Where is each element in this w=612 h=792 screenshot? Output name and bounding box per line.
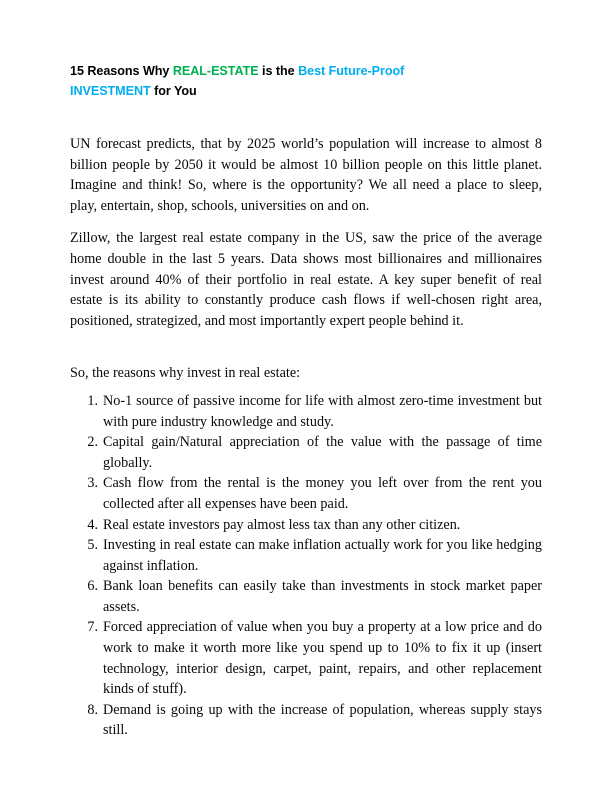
list-item	[103, 535, 542, 576]
title-segment-best-future-proof: Best Future-Proof	[298, 64, 405, 78]
list-item	[103, 576, 542, 617]
list-item	[103, 700, 542, 741]
list-item	[103, 473, 542, 514]
reasons-list	[70, 391, 542, 741]
list-item-text: Capital gain/Natural appreciation of the value with the passage of time globally.	[103, 434, 542, 471]
title-segment-real-estate: REAL-ESTATE	[172, 64, 259, 78]
list-item	[103, 432, 542, 473]
list-item	[103, 515, 542, 536]
title-segment-black-2: is the	[258, 64, 299, 78]
list-item-text: Demand is going up with the increase of population, whereas supply stays still.	[103, 701, 542, 739]
page-title	[70, 62, 460, 101]
paragraph-population-forecast: UN forecast predicts, that by 2025 world’s population will increase to almost 8 billion people by 2050 it would be almost 10 billion people on this little planet. Imagine and think! So, where is the opportunity? We all need a place to sleep, play, entertain, shop, schools, universities on and on.	[70, 136, 542, 214]
list-item-text: Bank loan benefits can easily take than investments in stock market paper assets.	[103, 578, 542, 615]
title-segment-black-3: for You	[150, 83, 197, 98]
list-item	[103, 617, 542, 699]
title-segment-black-1: 15 Reasons Why	[70, 64, 173, 78]
list-item	[103, 391, 542, 432]
list-item-text: Investing in real estate can make inflation actually work for you like hedging against inflation.	[103, 537, 542, 574]
list-item-text: Real estate investors pay almost less tax than any other citizen.	[103, 516, 461, 533]
paragraph-zillow-market: Zillow, the largest real estate company in the US, saw the price of the average home double in the last 5 years. Data shows most billionaires and millionaires invest around 40% of their portfolio in real estate. A key super benefit of real estate is its ability to constantly produce cash flows if well-chosen right area, positioned, strategized, and most importantly expert people behind it.	[70, 230, 542, 329]
list-item-text: Forced appreciation of value when you buy a property at a low price and do work to make it worth more like you spend up to 10% to fix it up (insert technology, interior design, carpet, paint, repairs, and other replacement kinds of stuff).	[103, 619, 542, 698]
list-item-text: Cash flow from the rental is the money you left over from the rent you collected after all expenses have been paid.	[103, 475, 542, 512]
title-segment-investment: INVESTMENT	[70, 83, 151, 98]
list-item-text: No-1 source of passive income for life with almost zero-time investment but with pure industry knowledge and study.	[103, 392, 542, 430]
list-lead-in: So, the reasons why invest in real estate:	[70, 365, 301, 382]
